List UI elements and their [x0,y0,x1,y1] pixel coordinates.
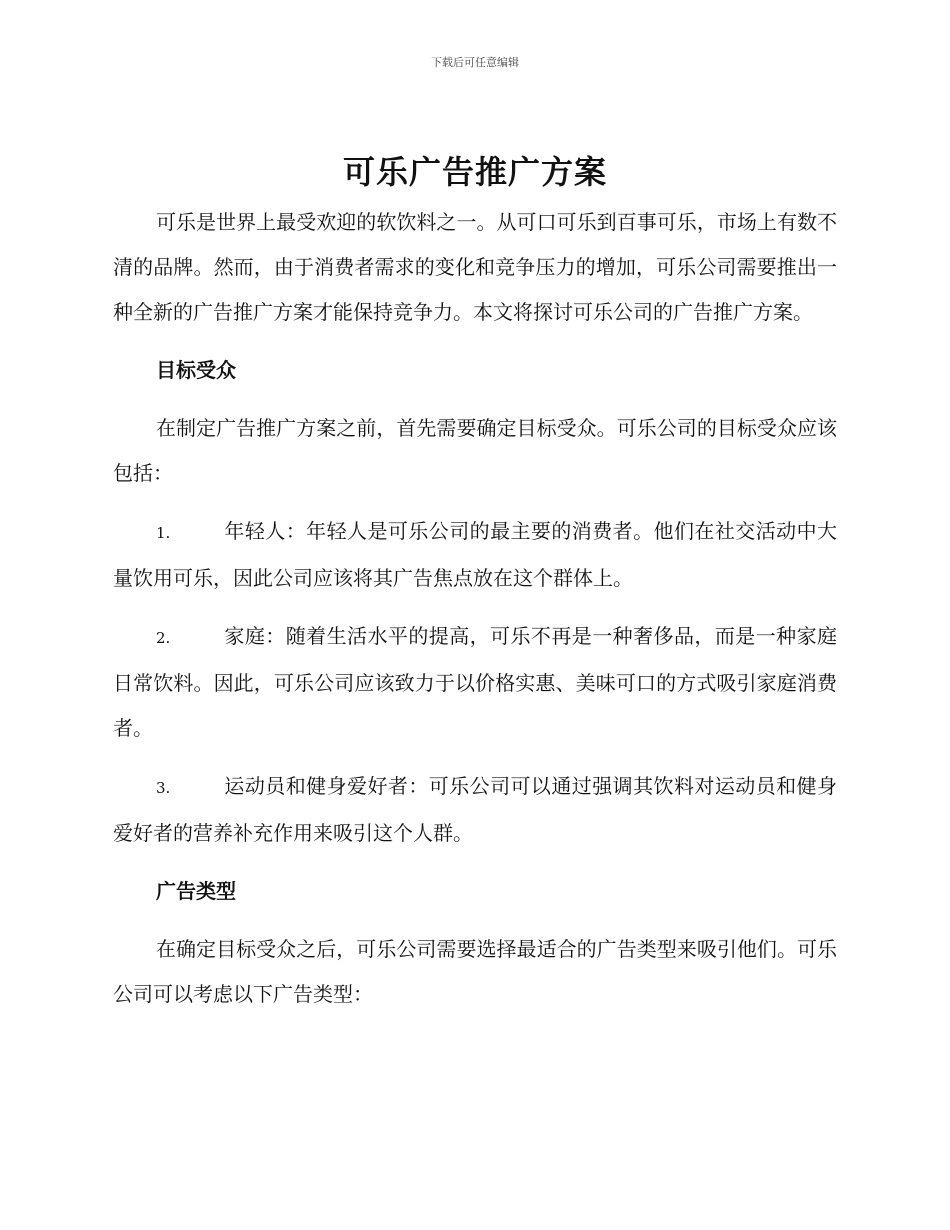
list-item-number: 2. [156,629,171,647]
list-item-text: 运动员和健身爱好者：可乐公司可以通过强调其饮料对运动员和健身爱好者的营养补充作用来吸引这个人群。 [113,774,837,845]
list-item [113,614,837,751]
section-heading-ad-types: 广告类型 [156,879,236,903]
section-heading-target-audience: 目标受众 [156,358,236,382]
list-item-number: 1. [156,524,171,542]
list-item [113,509,837,601]
document-title: 可乐广告推广方案 [342,153,607,191]
list-item-text: 年轻人：年轻人是可乐公司的最主要的消费者。他们在社交活动中大量饮用可乐，因此公司应该将其广告焦点放在这个群体上。 [113,519,837,590]
document-body [113,200,837,1030]
ad-types-intro: 在确定目标受众之后，可乐公司需要选择最适合的广告类型来吸引他们。可乐公司可以考虑以下广告类型： [113,937,837,1006]
list-item-text: 家庭：随着生活水平的提高，可乐不再是一种奢侈品，而是一种家庭日常饮料。因此，可乐公司应该致力于以价格实惠、美味可口的方式吸引家庭消费者。 [113,624,837,740]
target-audience-intro: 在制定广告推广方案之前，首先需要确定目标受众。可乐公司的目标受众应该包括： [113,416,837,485]
header-note: 下载后可任意编辑 [431,56,519,69]
list-item-number: 3. [156,779,171,797]
intro-paragraph: 可乐是世界上最受欢迎的软饮料之一。从可口可乐到百事可乐，市场上有数不清的品牌。然而，由于消费者需求的变化和竞争压力的增加，可乐公司需要推出一种全新的广告推广方案才能保持竞争力。本文将探讨可乐公司的广告推广方案。 [113,210,837,324]
list-item [113,764,837,856]
